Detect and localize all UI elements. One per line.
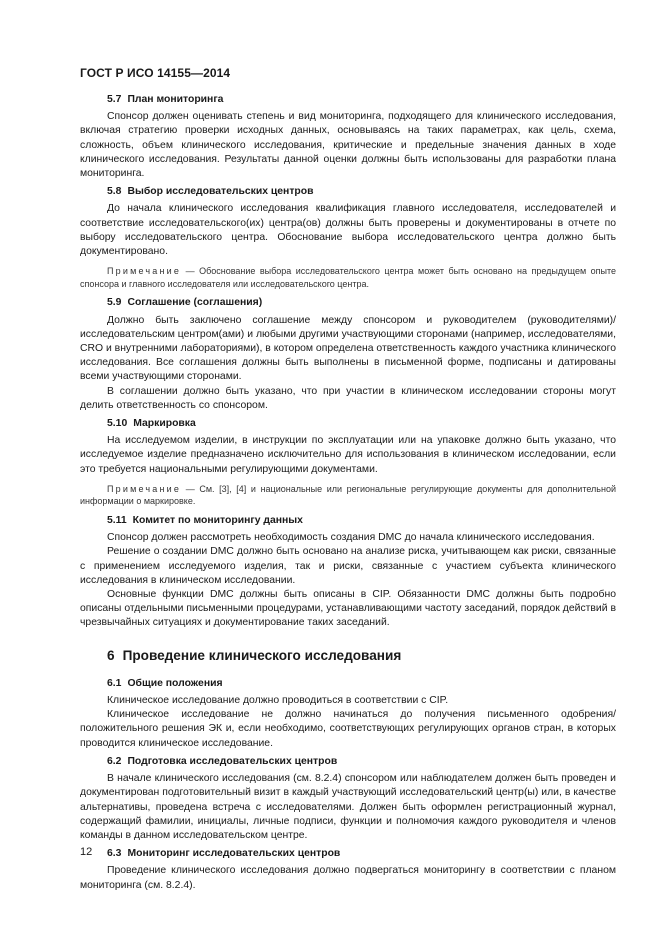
note bbox=[80, 265, 616, 290]
paragraph: На исследуемом изделии, в инструкции по эксплуатации или на упаковке должно быть указано, что исследуемое изделие предназначено исключительно для использования в клиническом исследовании, если это требуется национальными регулирующими документами. bbox=[80, 435, 616, 475]
section-title: Выбор исследовательских центров bbox=[127, 186, 314, 198]
section-5-7 bbox=[80, 93, 616, 181]
paragraph: Клиническое исследование должно проводиться в соответствии с CIP. bbox=[107, 695, 449, 707]
section-title: Мониторинг исследовательских центров bbox=[127, 848, 341, 860]
paragraph: Должно быть заключено соглашение между спонсором и руководителем (руководителями)/исследовательским центром(ами) и любыми другими участвующими сторонами (например, исследователями, CRO и внутренними лабораториями), в котором определена ответственность каждого участника клинического исследования. Все соглашения должны быть выполнены в письменной форме, подписаны и датированы всеми участвующими сторонами. bbox=[80, 314, 616, 383]
chapter-title: Проведение клинического исследования bbox=[122, 647, 402, 663]
section-number: 5.8 bbox=[107, 186, 122, 198]
sections-block-6 bbox=[80, 677, 616, 893]
paragraph: Спонсор должен оценивать степень и вид мониторинга, подходящего для клинического исследования, включая стратегию проверки исходных данных, основываясь на таких параметрах, как цель, схема, сложность, объем клинического исследования, критические и предельные значения данных в ходе клинического исследования. Результаты данной оценки должны быть использованы для разработки плана мониторинга. bbox=[80, 111, 616, 180]
paragraph: Спонсор должен рассмотреть необходимость создания DMC до начала клинического исследования. bbox=[107, 532, 595, 544]
section-heading bbox=[80, 514, 616, 528]
section-heading bbox=[80, 847, 616, 861]
section-heading bbox=[80, 417, 616, 431]
section-number: 5.11 bbox=[107, 515, 127, 527]
note-text: — См. [3], [4] и национальные или региональные регулирующие документы для дополнительной информации о маркировке. bbox=[80, 483, 616, 507]
section-5-9 bbox=[80, 296, 616, 413]
section-5-10 bbox=[80, 417, 616, 508]
note-label: Примечание bbox=[107, 483, 182, 494]
document-body bbox=[80, 93, 616, 897]
chapter-number: 6 bbox=[107, 647, 115, 663]
section-number: 5.9 bbox=[107, 297, 122, 309]
note-label: Примечание bbox=[107, 266, 182, 277]
section-number: 6.3 bbox=[107, 848, 122, 860]
section-6-2 bbox=[80, 755, 616, 843]
section-title: Маркировка bbox=[133, 418, 196, 430]
paragraph: До начала клинического исследования квалификация главного исследователя, исследователей и соответствие исследовательского(их) центра(ов) должны быть проверены и документированы в отчете по выбору исследовательского центра. Обоснование выбора исследовательского центра должно быть документировано. bbox=[80, 203, 616, 258]
section-number: 5.10 bbox=[107, 418, 128, 430]
section-number: 6.2 bbox=[107, 755, 122, 767]
paragraph: Клиническое исследование не должно начинаться до получения письменного одобрения/положительного решения ЭК и, если необходимо, соответствующих регулирующих органов стран, в которых проводится клиническое исследование. bbox=[80, 709, 616, 749]
section-number: 5.7 bbox=[107, 94, 122, 105]
section-heading bbox=[80, 93, 616, 107]
section-title: Соглашение (соглашения) bbox=[127, 297, 263, 309]
page-number: 12 bbox=[80, 846, 93, 858]
note-text: — Обоснование выбора исследовательского центра может быть основано на предыдущем опыте спонсора и главного исследователя или исследовательского центра. bbox=[80, 266, 616, 289]
paragraph: В начале клинического исследования (см. 8.2.4) спонсором или наблюдателем должен быть проведен и документирован подготовительный визит в каждый участвующий исследовательский центр(ы) или, в качестве альтернативы, проведена встреча с исследователями. Должен быть оформлен регистрационный журнал, содержащий фамилии, инициалы, личные подписи, функции и полномочия каждого руководителя и членов команды в данном исследовательском центре. bbox=[80, 773, 616, 841]
section-heading bbox=[80, 296, 616, 310]
sections-block-5 bbox=[80, 93, 616, 631]
section-5-8 bbox=[80, 185, 616, 290]
paragraph: Решение о создании DMC должно быть основано на анализе риска, учитывающем как риски, связанные с применением исследуемого изделия, так и риски, связанные с участием субъекта клинического исследования в клиническом исследовании. bbox=[80, 546, 616, 586]
document-code-header: ГОСТ Р ИСО 14155—2014 bbox=[80, 66, 231, 80]
section-title: План мониторинга bbox=[127, 94, 224, 105]
section-title: Комитет по мониторингу данных bbox=[132, 515, 303, 527]
section-6-3 bbox=[80, 847, 616, 893]
section-6-1 bbox=[80, 677, 616, 751]
paragraph: В соглашении должно быть указано, что при участии в клиническом исследовании стороны могут делить ответственность со спонсором. bbox=[80, 385, 616, 411]
section-5-11 bbox=[80, 514, 616, 631]
section-title: Общие положения bbox=[127, 677, 223, 689]
section-heading bbox=[80, 755, 616, 769]
section-number: 6.1 bbox=[107, 677, 122, 689]
paragraph: Проведение клинического исследования должно подвергаться мониторингу в соответствии с планом мониторинга (см. 8.2.4). bbox=[80, 865, 616, 891]
section-title: Подготовка исследовательских центров bbox=[127, 755, 338, 767]
paragraph: Основные функции DMC должны быть описаны в CIP. Обязанности DMC должны быть подробно описаны отдельными письменными процедурами, устанавливающими частоту заседаний, порядок действий в чрезвычайных ситуациях и документирование таких заседаний. bbox=[80, 589, 616, 629]
note bbox=[80, 483, 616, 508]
section-heading bbox=[80, 185, 616, 199]
section-heading bbox=[80, 677, 616, 691]
chapter-heading bbox=[80, 649, 616, 663]
